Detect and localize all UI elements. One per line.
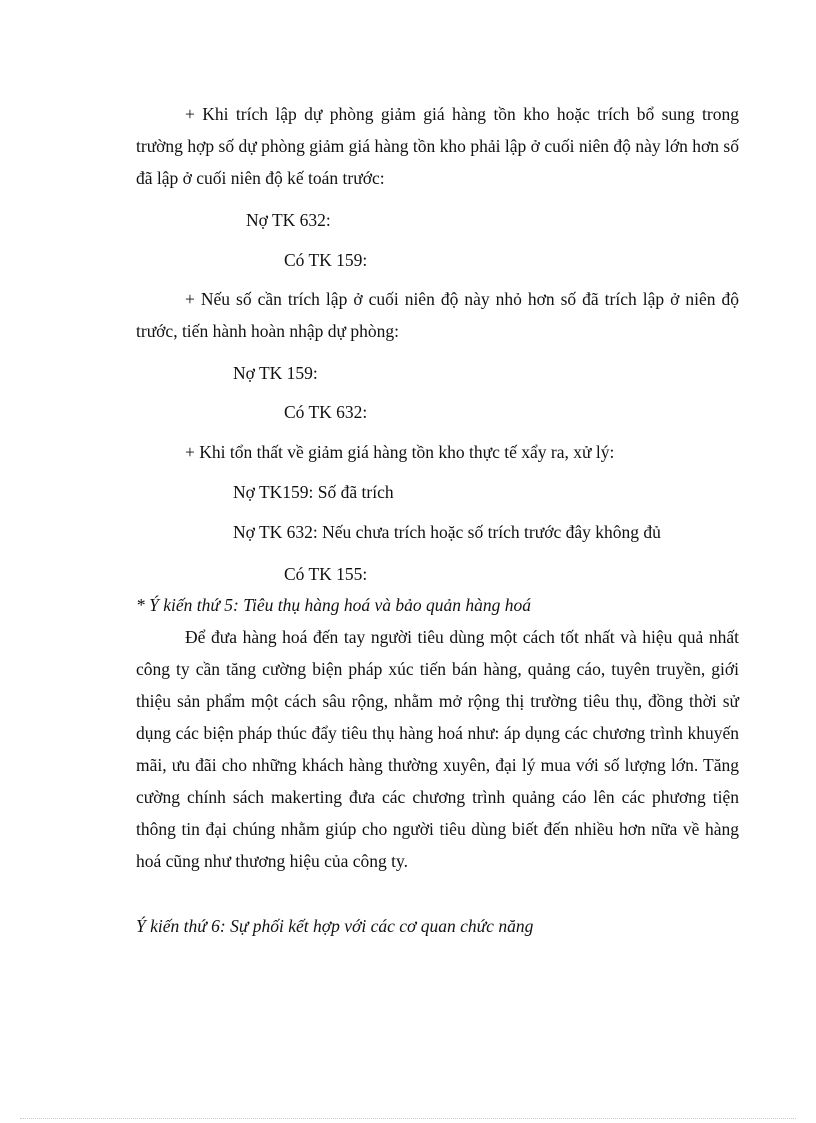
entry-debit-632-shortfall: Nợ TK 632: Nếu chưa trích hoặc số trích trước đây không đủ (233, 522, 661, 542)
paragraph-loss-handling: + Khi tổn thất về giảm giá hàng tồn kho thực tế xẩy ra, xử lý: (185, 442, 615, 462)
page-bottom-divider (20, 1118, 796, 1119)
entry-credit-632: Có TK 632: (284, 402, 368, 422)
section-heading-opinion-6: Ý kiến thứ 6: Sự phối kết hợp với các cơ quan chức năng (136, 916, 534, 936)
paragraph-provision-reversal: + Nếu số cần trích lập ở cuối niên độ này nhỏ hơn số đã trích lập ở niên độ trước, tiến hành hoàn nhập dự phòng: (136, 289, 739, 341)
entry-credit-155: Có TK 155: (284, 564, 368, 584)
section-heading-opinion-5: * Ý kiến thứ 5: Tiêu thụ hàng hoá và bảo quản hàng hoá (136, 595, 532, 615)
entry-credit-159: Có TK 159: (284, 250, 368, 270)
paragraph-sales-promotion: Để đưa hàng hoá đến tay người tiêu dùng một cách tốt nhất và hiệu quả nhất công ty cần tăng cường biện pháp xúc tiến bán hàng, quảng cáo, tuyên truyền, giới thiệu sản phẩm một cách sâu rộng, nhằm mở rộng thị trường tiêu thụ, đồng thời sử dụng các biện pháp thúc đẩy tiêu thụ hàng hoá như: áp dụng các chương trình khuyến mãi, ưu đãi cho những khách hàng thường xuyên, đại lý mua với số lượng lớn. Tăng cường chính sách makerting đưa các chương trình quảng cáo lên các phương tiện thông tin đại chúng nhằm giúp cho người tiêu dùng biết đến nhiều hơn nữa về hàng hoá cũng như thương hiệu của công ty. (136, 627, 739, 871)
paragraph-provision-increase: + Khi trích lập dự phòng giảm giá hàng tồn kho hoặc trích bổ sung trong trường hợp số dự phòng giảm giá hàng tồn kho phải lập ở cuối niên độ này lớn hơn số đã lập ở cuối niên độ kế toán trước: (136, 104, 739, 188)
entry-debit-632: Nợ TK 632: (246, 210, 331, 230)
entry-debit-159: Nợ TK 159: (233, 363, 318, 383)
entry-debit-159-used: Nợ TK159: Số đã trích (233, 482, 394, 502)
